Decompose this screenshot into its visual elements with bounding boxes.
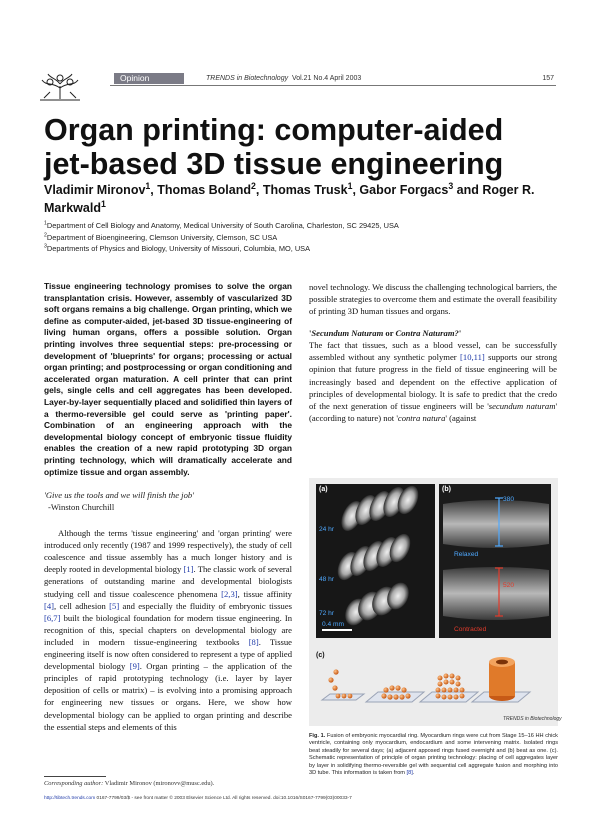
paragraph-text: . Tissue engineering itself is now often considered to represent a type of applied developmental biology xyxy=(44,636,292,672)
affiliation-number: 2 xyxy=(44,232,47,239)
citation-link[interactable]: [4] xyxy=(44,600,55,611)
affiliation-number: 3 xyxy=(44,243,47,250)
scale-bar-label: 0.4 mm xyxy=(322,621,344,628)
section-heading: 'Secundum Naturam or Contra Naturam?' xyxy=(309,328,462,339)
affiliation-list xyxy=(44,220,564,255)
section-heading-a: Secundum Naturam xyxy=(311,328,384,339)
author-name: Thomas Trusk xyxy=(262,183,348,197)
left-column xyxy=(44,281,292,733)
affiliation-line xyxy=(44,220,564,232)
affiliation-text: Department of Cell Biology and Anatomy, Medical University of South Carolina, Charleston, SC 29425, USA xyxy=(46,221,399,230)
paragraph-text: and especially the fluidity of embryonic tissues xyxy=(119,600,293,611)
page-footer xyxy=(44,796,560,801)
title-line-2: jet-based 3D tissue engineering xyxy=(44,147,504,181)
caption-label: Fig. 1. xyxy=(309,733,326,739)
state-relaxed: Relaxed xyxy=(454,551,479,558)
author-affiliation-mark: 2 xyxy=(251,180,256,191)
article-title xyxy=(44,113,564,181)
figure-panel-c xyxy=(316,650,551,714)
author-affiliation-mark: 1 xyxy=(347,180,353,191)
paragraph-text: , tissue affinity xyxy=(237,588,292,599)
time-label-48: 48 hr xyxy=(319,576,335,583)
corresponding-label: Corresponding author: xyxy=(44,780,104,787)
author-name: Vladimir Mironov xyxy=(44,183,146,197)
printing-schematic xyxy=(316,650,551,714)
author-affiliation-mark: 1 xyxy=(100,198,106,209)
state-contracted: Contracted xyxy=(454,626,487,633)
author-name: Gabor Forgacs xyxy=(359,183,449,197)
epigraph-quote: 'Give us the tools and we will finish the job' xyxy=(44,490,195,501)
caption-text: Fusion of embryonic myocardial ring. Myocardium rings were cut from Stage 15–16 HH chick ventricle, containing only myocardium, endocardium and some intervening matrix. Isolated rings beat steadily for several days; (a) adjacent apposed rings fused overnight and (b) beat as one. (c). Schematic representation of principle of organ printing technology: placing of cell aggregates layer by layer in solidifying thermo-reversible gel with sequential cell aggregate fusion and morphing into 3D tube. This information is taken from xyxy=(309,733,558,777)
paragraph-text: . The classic work of several generations of outstanding marine and developmental biologists studying cell and tissue coalescence phenomena xyxy=(44,564,292,599)
scale-bar xyxy=(322,629,352,631)
author-list xyxy=(44,181,564,217)
time-label-72: 72 hr xyxy=(319,610,335,617)
paragraph-text: , cell adhesion xyxy=(54,600,110,611)
affiliation-text: Departments of Physics and Biology, University of Missouri, Columbia, MO, USA xyxy=(46,244,311,253)
author-separator: , xyxy=(150,183,158,197)
paragraph-text: . Organ printing – the application of the principles of rapid prototyping technology (i.e. layer by layer deposition of cells or matrix) – is evolving into a promising approach for engineering new tissues or organs. Here, we show how developmental biology can be applied to organ printing and describe the essential steps and elements of this xyxy=(44,661,292,732)
time-label-24: 24 hr xyxy=(319,526,335,533)
body-paragraph-2: novel technology. We discuss the challenging technological barriers, the possible strategies to overcome them and estimate the overall feasibility of printing 3D human tissues and organs. xyxy=(309,282,557,317)
footer-copyright: 0167-7799/03/$ - see front matter © 2003 Elsevier Science Ltd. All rights reserved. doi:10.1016/S0167-7799(03)00033-7 xyxy=(95,796,352,801)
corresponding-text: Vladimir Mironov (mironovv@musc.edu). xyxy=(103,780,215,787)
caption-end: . xyxy=(412,770,415,777)
figure-panel-b xyxy=(439,484,551,638)
affiliation-number: 1 xyxy=(44,220,47,227)
citation-link[interactable]: [8] xyxy=(248,636,259,647)
author-separator: and xyxy=(453,183,483,197)
body-paragraph-1 xyxy=(44,527,292,733)
measure-relaxed: 380 xyxy=(503,496,515,503)
paragraph-text: The fact that tissues, such as a blood vessel, can be successfully assembled without any synthetic polymer xyxy=(309,340,557,363)
author-affiliation-mark: 1 xyxy=(145,180,151,191)
citation-link[interactable]: [2,3] xyxy=(221,588,238,599)
author-name: Roger R. Markwald xyxy=(44,183,535,215)
panel-b-label: (b) xyxy=(442,486,451,493)
affiliation-line xyxy=(44,243,564,255)
citation-link[interactable]: [10,11] xyxy=(460,352,485,363)
epigraph xyxy=(44,490,292,513)
affiliation-text: Department of Bioengineering, Clemson University, Clemson, SC USA xyxy=(46,232,278,242)
footnote-divider xyxy=(44,776,106,777)
paragraph-text: supports our strong opinion that future progress in the field of tissue engineering will be increasingly based and dependent on the effective application of principles of developmental biology. It is safe to predict that the credo of the next generation of tissue engineers will be ' xyxy=(309,352,558,411)
page-number: 157 xyxy=(542,75,554,82)
figure-caption xyxy=(309,733,558,777)
author-affiliation-mark: 3 xyxy=(448,180,454,191)
paragraph-text: ' (according to nature) not ' xyxy=(309,400,557,423)
epigraph-author: -Winston Churchill xyxy=(48,501,115,512)
volume-issue: Vol.21 No.4 April 2003 xyxy=(291,75,362,82)
citation-link[interactable]: [6,7] xyxy=(44,612,61,623)
author-name: Thomas Boland xyxy=(157,183,251,197)
section-heading-or: or xyxy=(383,328,396,339)
ring-contraction-image xyxy=(439,484,551,638)
panel-c-label: (c) xyxy=(316,652,325,659)
elsevier-logo-icon xyxy=(36,72,84,102)
citation-link[interactable]: [9] xyxy=(129,661,140,672)
body-paragraph-3 xyxy=(309,339,557,424)
citation-link[interactable]: [5] xyxy=(109,600,120,611)
abstract: Tissue engineering technology promises to solve the organ transplantation crisis. However, assembly of vascularized 3D soft organs remains a big challenge. Organ printing, which we define as computer-aided, jet-based 3D tissue-engineering of living human organs, offers a possible solution. Organ printing involves three sequential steps: pre-processing or development of 'blueprints' for organs; processing or actual organ printing; and postprocessing or organ conditioning and accelerated organ maturation. A cell printer that can print gels, single cells and cell aggregates has been developed. Layer-by-layer sequentially placed and solidified thin layers of a thermo-reversible gel could serve as 'printing paper'. Combination of an engineering approach with the developmental biology concept of embryonic tissue fluidity enables the creation of a new rapid prototyping 3D organ printing technology, which will dramatically accelerate and optimize tissue and organ assembly. xyxy=(44,281,292,477)
citation-link[interactable]: [1] xyxy=(183,564,194,575)
journal-info xyxy=(206,73,361,84)
paragraph-text: built the biological foundation for modern tissue engineering. In recognition of this, special chapters on developmental biology are included in modern tissue-engineering textbooks xyxy=(44,612,292,647)
figure-panel-a xyxy=(316,484,435,638)
section-heading-b: Contra Naturam? xyxy=(395,328,459,339)
measure-contracted: 520 xyxy=(503,582,515,589)
section-tag: Opinion xyxy=(114,73,184,84)
paragraph-text: ' (against xyxy=(445,412,477,423)
caption-citation[interactable]: [8] xyxy=(406,770,413,777)
italic-text: contra natura xyxy=(397,412,446,423)
author-separator: , xyxy=(352,183,360,197)
right-column xyxy=(309,281,557,424)
paragraph-text: Although the terms 'tissue engineering' and 'organ printing' were introduced only recently (1987 and 1999 respectively), the study of cell coalescence and tissue assembly has a much longer history and is deeply rooted in developmental biology xyxy=(44,528,292,575)
corresponding-author xyxy=(44,780,214,787)
footer-url[interactable]: http://tibtech.trends.com xyxy=(44,796,96,801)
header-divider xyxy=(110,85,556,86)
panel-a-label: (a) xyxy=(319,486,328,493)
figure-credit: TRENDS in Biotechnology xyxy=(503,716,562,722)
journal-name: TRENDS in Biotechnology xyxy=(206,75,289,82)
title-line-1: Organ printing: computer-aided xyxy=(44,113,504,147)
author-separator: , xyxy=(255,183,263,197)
italic-text: secundum naturam xyxy=(488,400,556,411)
affiliation-line xyxy=(44,232,564,244)
